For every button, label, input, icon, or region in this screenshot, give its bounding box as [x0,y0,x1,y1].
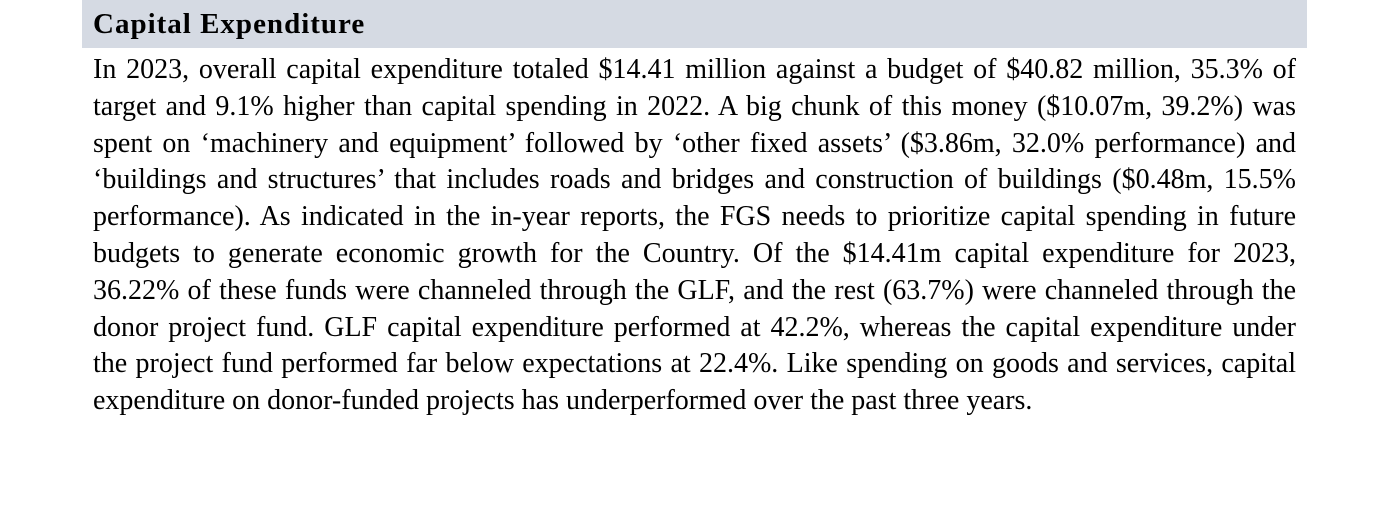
capital-expenditure-section [82,0,1307,420]
body-paragraph: In 2023, overall capital expenditure totaled $14.41 million against a budget of $40.82 million, 35.3% of target and 9.1% higher than capital spending in 2022. A big chunk of this money ($10.07m, 39.2%) was spent on ‘machinery and equipment’ followed by ‘other fixed assets’ ($3.86m, 32.0% performance) and ‘buildings and structures’ that includes roads and bridges and construction of buildings ($0.48m, 15.5% performance). As indicated in the in-year reports, the FGS needs to prioritize capital spending in future budgets to generate economic growth for the Country. Of the $14.41m capital expenditure for 2023, 36.22% of these funds were channeled through the GLF, and the rest (63.7%) were channeled through the donor project fund. GLF capital expenditure performed at 42.2%, whereas the capital expenditure under the project fund performed far below expectations at 22.4%. Like spending on goods and services, capital expenditure on donor-funded projects has underperformed over the past three years. [93,54,1296,417]
section-heading: Capital Expenditure [93,7,366,40]
section-heading-bar [82,0,1307,48]
